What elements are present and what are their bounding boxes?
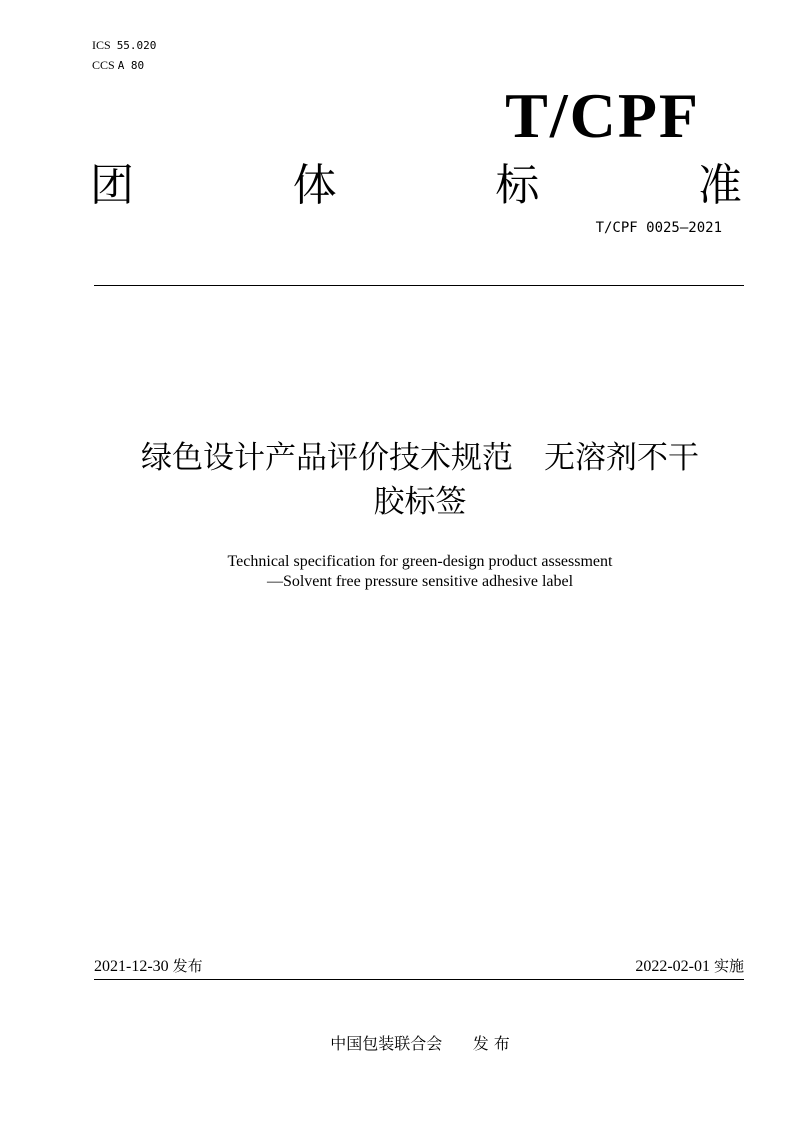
standard-type-char: 标 bbox=[495, 160, 540, 211]
publisher-action: 发 布 bbox=[472, 1034, 510, 1053]
implementation-label: 实施 bbox=[713, 957, 744, 975]
ics-label: ICS bbox=[92, 38, 111, 52]
header-divider bbox=[94, 285, 744, 286]
ics-code: 55.020 bbox=[116, 39, 157, 52]
publisher-name: 中国包装联合会 bbox=[330, 1034, 443, 1053]
issue-label: 发布 bbox=[172, 957, 203, 975]
issue-date-block bbox=[94, 956, 203, 977]
publisher-line bbox=[200, 1033, 640, 1055]
standard-type-char: 体 bbox=[292, 160, 337, 211]
chinese-title-line-2: 胶标签 bbox=[373, 484, 467, 520]
implementation-date-block bbox=[635, 956, 744, 977]
ccs-classification bbox=[92, 58, 144, 73]
footer-divider bbox=[94, 979, 744, 980]
standard-type-char: 团 bbox=[90, 160, 134, 211]
english-title bbox=[80, 552, 760, 592]
ccs-code: A 80 bbox=[117, 59, 145, 72]
standard-number: T/CPF 0025—2021 bbox=[595, 220, 722, 236]
organization-logo: T/CPF bbox=[505, 80, 700, 151]
english-title-line-1: Technical specification for green-design product assessment bbox=[227, 553, 613, 570]
standard-type-char: 准 bbox=[697, 160, 742, 211]
ccs-label: CCS bbox=[92, 58, 115, 72]
implementation-date: 2022-02-01 bbox=[635, 958, 710, 975]
chinese-title bbox=[80, 436, 760, 524]
ics-classification bbox=[92, 38, 156, 53]
issue-date: 2021-12-30 bbox=[94, 958, 169, 975]
english-title-line-2: —Solvent free pressure sensitive adhesive label bbox=[266, 573, 574, 590]
standard-type-heading bbox=[90, 156, 742, 216]
chinese-title-line-1: 绿色设计产品评价技术规范 无溶剂不干 bbox=[141, 440, 699, 476]
